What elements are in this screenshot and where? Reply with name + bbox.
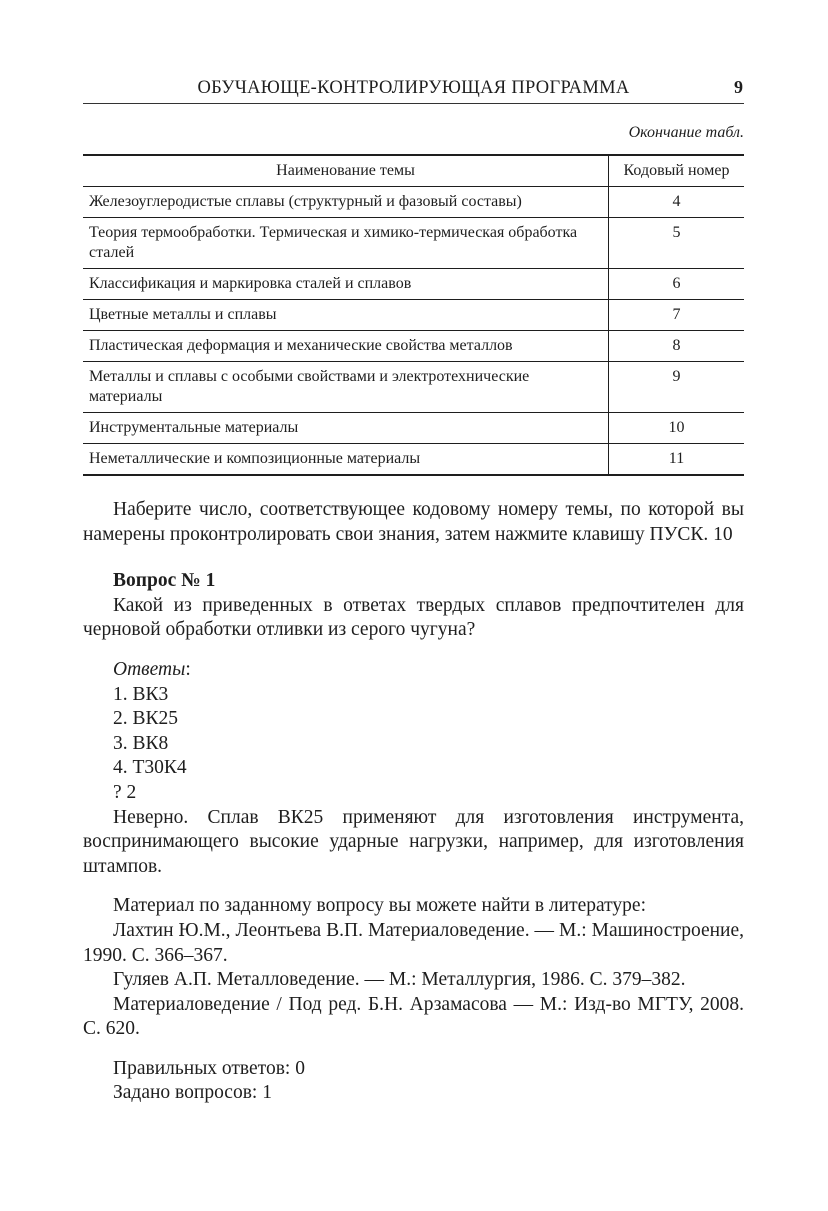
user-input: ? 2 [113,781,137,803]
table-row [83,331,744,362]
topic-code: 9 [609,362,745,413]
topic-name: Металлы и сплавы с особыми свойствами и электротехнические материалы [83,362,609,413]
literature-item: Лахтин Ю.М., Леонтьева В.П. Материаловедение. — М.: Машиностроение, 1990. С. 366–367. [83,919,744,966]
answer-option: 3. ВК8 [113,732,169,754]
topic-name: Теория термообработки. Термическая и химико-термическая обработка сталей [83,218,609,269]
topic-name: Неметаллические и композиционные материалы [83,444,609,476]
topic-code: 8 [609,331,745,362]
column-header-name: Наименование темы [83,155,609,187]
question-text: Какой из приведенных в ответах твердых сплавов предпочтителен для черновой обработки отливки из серого чугуна? [83,594,744,641]
running-header [83,76,744,104]
questions-asked-count: Задано вопросов: 1 [113,1082,272,1104]
table-row [83,300,744,331]
header-title: ОБУЧАЮЩЕ-КОНТРОЛИРУЮЩАЯ ПРОГРАММА [197,78,630,98]
page-number: 9 [734,77,743,97]
topics-table [83,154,744,476]
table-row [83,269,744,300]
instruction-text: Наберите число, соответствующее кодовому номеру темы, по которой вы намерены проконтролировать свои знания, затем нажмите клавишу ПУСК. 10 [83,499,744,545]
correct-answers-count: Правильных ответов: 0 [113,1057,305,1079]
topic-name: Инструментальные материалы [83,413,609,444]
topic-name: Цветные металлы и сплавы [83,300,609,331]
table-header-row [83,155,744,187]
literature-intro: Материал по заданному вопросу вы можете найти в литературе: [113,895,646,917]
table-row [83,444,744,476]
topic-code: 5 [609,218,745,269]
question-title: Вопрос № 1 [113,570,216,592]
topic-code: 6 [609,269,745,300]
feedback-text: Неверно. Сплав ВК25 применяют для изготовления инструмента, воспринимающего высокие ударные нагрузки, например, для изготовления штампов. [83,806,744,877]
topic-code: 10 [609,413,745,444]
literature-item: Материаловедение / Под ред. Б.Н. Арзамасова — М.: Изд-во МГТУ, 2008. С. 620. [83,993,744,1040]
answer-option: 2. ВК25 [113,708,179,730]
topic-code: 7 [609,300,745,331]
topic-name: Пластическая деформация и механические свойства металлов [83,331,609,362]
body-text [83,498,744,1106]
topic-code: 4 [609,187,745,218]
table-row [83,187,744,218]
table-row [83,413,744,444]
table-row [83,362,744,413]
answer-option: 4. Т30К4 [113,757,187,779]
answers-heading: Ответы: [113,658,191,680]
topic-name: Классификация и маркировка сталей и сплавов [83,269,609,300]
table-row [83,218,744,269]
literature-item: Гуляев А.П. Металловедение. — М.: Металлургия, 1986. С. 379–382. [113,969,686,991]
column-header-code: Кодовый номер [609,155,745,187]
answers-label: Ответы [113,658,186,680]
topic-code: 11 [609,444,745,476]
table-caption: Окончание табл. [628,124,744,141]
topic-name: Железоуглеродистые сплавы (структурный и фазовый составы) [83,187,609,218]
answer-option: 1. ВК3 [113,683,169,705]
